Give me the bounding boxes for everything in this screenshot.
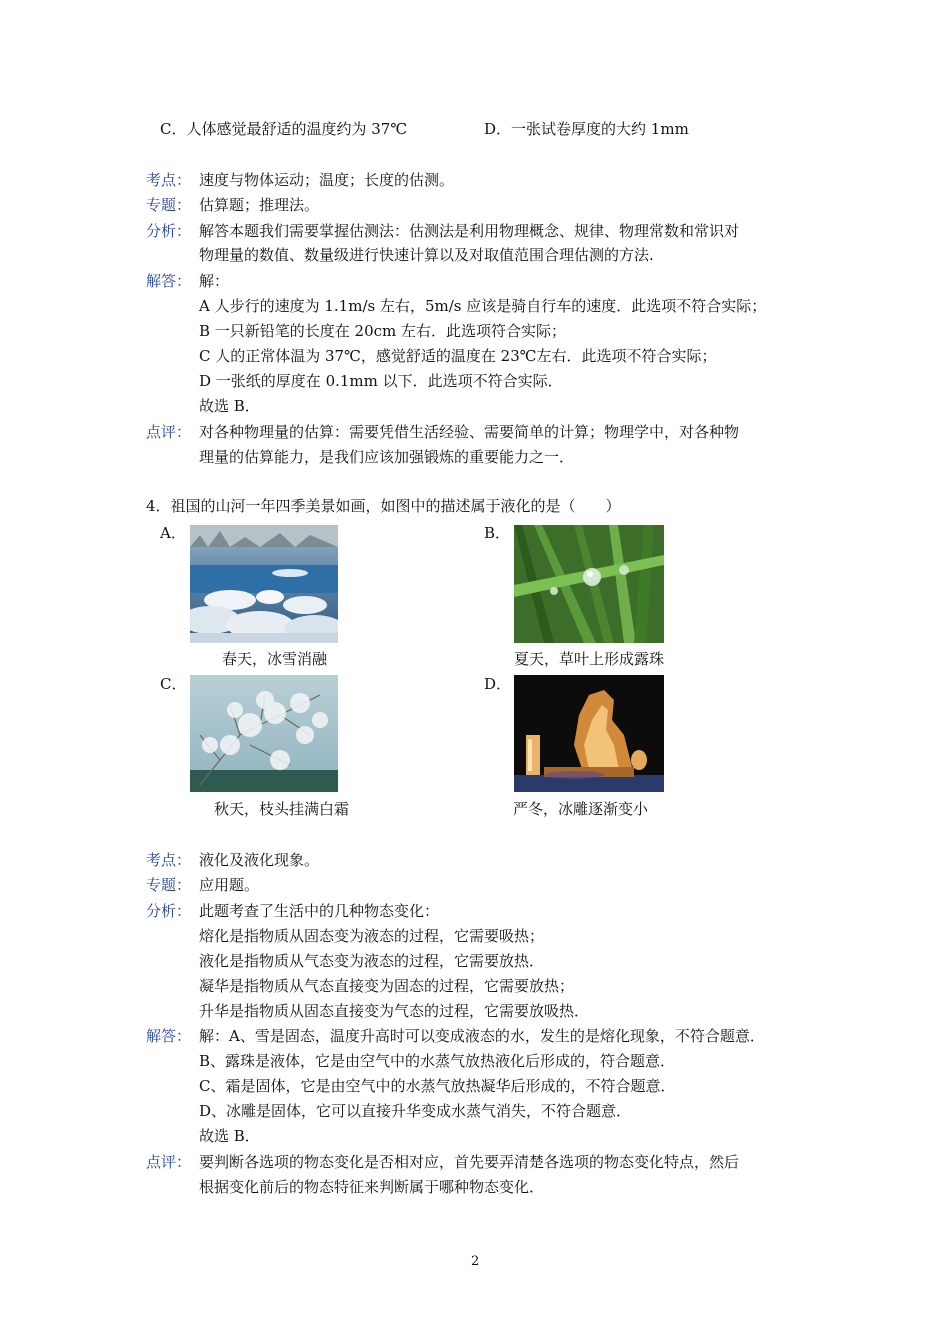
q3-option-c: C．人体感觉最舒适的温度约为 37℃	[160, 120, 408, 138]
q4-jieda-line: B、露珠是液体，它是由空气中的水蒸气放热液化后形成的，符合题意．	[199, 1052, 676, 1070]
q3-zhuanti: 估算题；推理法。	[199, 196, 320, 214]
q3-jieda-line: B 一只新铅笔的长度在 20cm 左右．此选项符合实际；	[199, 322, 567, 340]
dew-on-grass-photo	[514, 525, 664, 643]
q4-option-a-letter: A．	[160, 524, 186, 542]
q3-kaodian-label: 考点：	[146, 171, 192, 189]
q3-dianping-line: 对各种物理量的估算：需要凭借生活经验、需要简单的计算；物理学中，对各种物	[199, 423, 740, 441]
q3-option-d: D．一张试卷厚度的大约 1mm	[484, 120, 689, 138]
q4-kaodian-label: 考点：	[146, 851, 192, 869]
q3-zhuanti-label: 专题：	[146, 196, 192, 214]
q4-fenxi-line: 液化是指物质从气态变为液态的过程，它需要放热．	[199, 952, 545, 970]
q4-jieda-line: 故选 B．	[199, 1127, 260, 1145]
q4-fenxi-line: 升华是指物质从固态直接变为气态的过程，它需要放吸热．	[199, 1002, 590, 1020]
q3-jieda-line: D 一张纸的厚度在 0.1mm 以下．此选项不符合实际．	[199, 372, 563, 390]
q4-fenxi-line: 此题考查了生活中的几种物态变化：	[199, 902, 440, 920]
q4-dianping-line: 根据变化前后的物态特征来判断属于哪种物态变化．	[199, 1178, 545, 1196]
frost-branches-photo	[190, 675, 338, 792]
q4-jieda-line: D、冰雕是固体，它可以直接升华变成水蒸气消失，不符合题意．	[199, 1102, 632, 1120]
q3-dianping-label: 点评：	[146, 423, 192, 441]
q3-jieda-line: A 人步行的速度为 1.1m/s 左右，5m/s 应该是骑自行车的速度．此选项不符合实际；	[199, 297, 767, 315]
q3-jieda-line: 故选 B．	[199, 397, 260, 415]
q4-zhuanti-label: 专题：	[146, 876, 192, 894]
q4-option-b-caption: 夏天，草叶上形成露珠	[514, 650, 665, 668]
q3-dianping-line: 理量的估算能力，是我们应该加强锻炼的重要能力之一．	[199, 448, 575, 466]
q4-jieda-label: 解答：	[146, 1027, 192, 1045]
q4-option-a-caption: 春天，冰雪消融	[222, 650, 328, 668]
q4-jieda-line: C、霜是固体，它是由空气中的水蒸气放热凝华后形成的，不符合题意．	[199, 1077, 676, 1095]
q4-option-c-caption: 秋天，枝头挂满白霜	[214, 800, 350, 818]
q4-dianping-label: 点评：	[146, 1153, 192, 1171]
q4-zhuanti: 应用题。	[199, 876, 260, 894]
q4-fenxi-label: 分析：	[146, 902, 192, 920]
snow-melting-photo	[190, 525, 338, 643]
q3-fenxi-line: 物理量的数值、数量级进行快速计算以及对取值范围合理估测的方法.	[199, 246, 654, 264]
page-number: 2	[471, 1254, 480, 1269]
ice-sculpture-photo	[514, 675, 664, 792]
q3-jieda-line: C 人的正常体温为 37℃，感觉舒适的温度在 23℃左右．此选项不符合实际；	[199, 347, 717, 365]
q4-dianping-line: 要判断各选项的物态变化是否相对应，首先要弄清楚各选项的物态变化特点，然后	[199, 1153, 740, 1171]
q4-question: 4．祖国的山河一年四季美景如画，如图中的描述属于液化的是（ ）	[146, 497, 621, 515]
q4-option-b-letter: B．	[484, 524, 511, 542]
q4-kaodian: 液化及液化现象。	[199, 851, 320, 869]
q4-jieda-line: 解：A、雪是固态，温度升高时可以变成液态的水，发生的是熔化现象，不符合题意．	[199, 1027, 765, 1045]
q4-option-c-letter: C．	[160, 675, 187, 693]
q3-jieda-label: 解答：	[146, 272, 192, 290]
q4-fenxi-line: 凝华是指物质从气态直接变为固态的过程，它需要放热；	[199, 977, 575, 995]
q4-option-d-letter: D．	[484, 675, 512, 693]
q4-option-d-caption: 严冬，冰雕逐渐变小	[513, 800, 649, 818]
q4-fenxi-line: 熔化是指物质从固态变为液态的过程，它需要吸热；	[199, 927, 545, 945]
q3-jieda-line: 解：	[199, 272, 230, 290]
q3-fenxi-label: 分析：	[146, 222, 192, 240]
q3-kaodian: 速度与物体运动；温度；长度的估测。	[199, 171, 455, 189]
q3-fenxi-line: 解答本题我们需要掌握估测法：估测法是利用物理概念、规律、物理常数和常识对	[199, 222, 740, 240]
